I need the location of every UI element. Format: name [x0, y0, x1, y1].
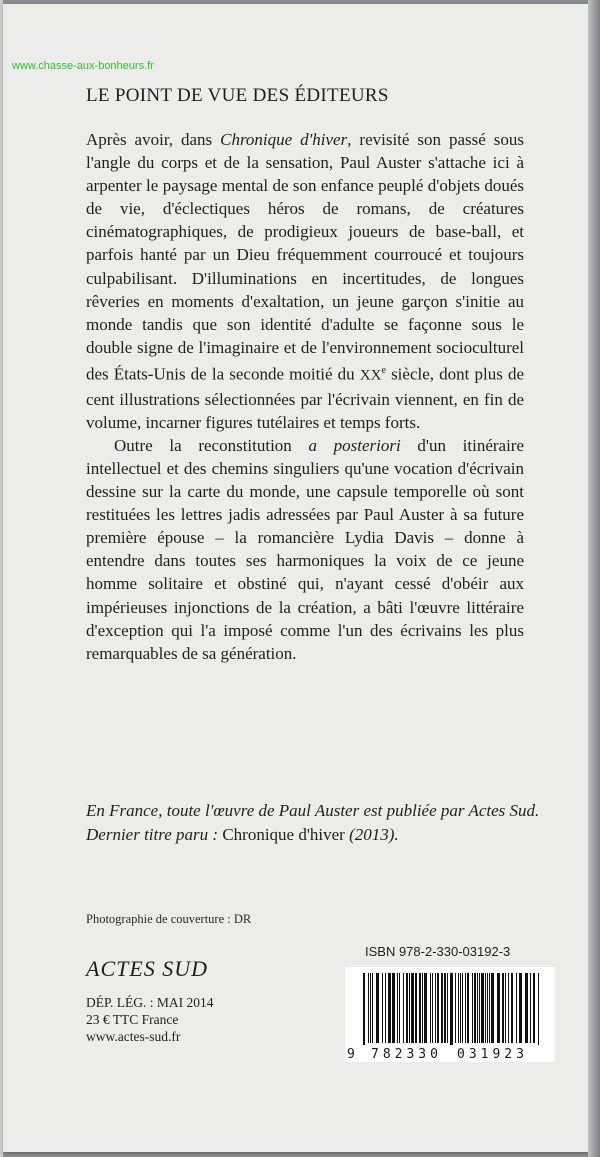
- barcode-bar: [477, 973, 478, 1043]
- publisher-note: En France, toute l'œuvre de Paul Auster est publiée par Actes Sud. Dernier titre paru : Chronique d'hiver (2013).: [86, 801, 540, 844]
- barcode-bar: [399, 973, 400, 1043]
- barcode-bar: [424, 973, 427, 1043]
- barcode-bar: [372, 973, 373, 1043]
- barcode-bar: [479, 973, 480, 1043]
- barcode-bar: [450, 973, 453, 1045]
- barcode-bar: [491, 973, 494, 1043]
- barcode-bar: [485, 973, 486, 1043]
- barcode-bar: [370, 973, 371, 1043]
- barcode-bar: [403, 973, 404, 1043]
- barcode-bar: [505, 973, 506, 1043]
- barcode-bar: [388, 973, 391, 1043]
- barcode-bar: [519, 973, 522, 1043]
- barcode-bar: [455, 973, 456, 1043]
- barcode-bar: [530, 973, 531, 1043]
- isbn-number: ISBN 978-2-330-03192-3: [365, 944, 511, 959]
- barcode-bar: [516, 973, 517, 1043]
- barcode-bar: [437, 973, 439, 1043]
- barcode-bar: [382, 973, 383, 1043]
- barcode-bars: [345, 967, 555, 1045]
- barcode-bar: [430, 973, 431, 1043]
- barcode-bar: [441, 973, 443, 1043]
- cover-right-edge: [588, 0, 600, 1157]
- blurb-paragraph-2: Outre la reconstitution a posteriori d'un itinéraire intellectuel et des chemins singuliers qu'une vocation d'écrivain dessine sur la carte du monde, une capsule temporelle où sont restituées les lettres jadis adressées par Paul Auster à sa future première épouse – la romancière Lydia Davis – donne à entendre dans toutes ses harmoniques la voix de ce jeune homme solitaire et obstiné qui, n'ayant cessé d'obéir aux impérieuses injonctions de la création, a bâti l'œuvre littéraire d'exception qui l'a imposé comme l'un des écrivains les plus remarquables de sa génération.: [86, 435, 524, 663]
- barcode-bar: [462, 973, 463, 1043]
- barcode-bar: [435, 973, 436, 1043]
- barcode-bar: [444, 973, 446, 1043]
- barcode-bar: [538, 973, 539, 1045]
- barcode-bar: [489, 973, 490, 1043]
- barcode-bar: [533, 973, 535, 1043]
- price: 23 € TTC France: [86, 1012, 179, 1027]
- barcode-bar: [497, 973, 500, 1043]
- barcode-bar: [487, 973, 488, 1043]
- barcode-bar: [376, 973, 379, 1043]
- barcode-bar: [465, 973, 466, 1043]
- watermark-link: www.chasse-aux-bonheurs.fr: [12, 60, 154, 72]
- barcode-bar: [363, 973, 365, 1045]
- barcode-bar: [502, 973, 504, 1043]
- publication-info: [86, 994, 214, 1045]
- barcode-bar: [511, 973, 513, 1043]
- barcode-bar: [397, 973, 398, 1043]
- photo-credit: Photographie de couverture : DR: [86, 912, 252, 926]
- barcode-bar: [458, 973, 459, 1043]
- page-title: LE POINT DE VUE DES ÉDITEURS: [86, 85, 389, 106]
- barcode-bar: [406, 973, 408, 1043]
- barcode-bar: [447, 973, 448, 1043]
- barcode-bar: [474, 973, 476, 1043]
- barcode-bar: [368, 973, 369, 1043]
- publisher-website: www.actes-sud.fr: [86, 1029, 181, 1044]
- barcode-bar: [460, 973, 461, 1043]
- barcode-bar: [525, 973, 528, 1043]
- barcode-bar: [432, 973, 433, 1043]
- barcode-bar: [472, 973, 473, 1043]
- barcode-bar: [392, 973, 395, 1043]
- barcode-bar: [411, 973, 414, 1043]
- barcode-bar: [419, 973, 421, 1043]
- barcode-bar: [409, 973, 410, 1043]
- barcode-bar: [481, 973, 484, 1043]
- barcode-bar: [422, 973, 423, 1043]
- barcode-bar: [467, 973, 469, 1043]
- barcode-bar: [385, 973, 386, 1043]
- blurb-text: [86, 128, 524, 665]
- legal-deposit: DÉP. LÉG. : MAI 2014: [86, 995, 214, 1010]
- publisher-logo: ACTES SUD: [86, 956, 209, 981]
- barcode-bar: [508, 973, 509, 1043]
- barcode-bar: [415, 973, 417, 1043]
- blurb-paragraph-1: Après avoir, dans Chronique d'hiver, revisité son passé sous l'angle du corps et de la sensation, Paul Auster s'attache ici à arpenter le paysage mental de son enfance peuplé d'objets doués de vie, d'éclectiques héros de romans, de créatures cinématographiques, de prodigieux joueurs de base-ball, et parfois hanté par un Dieu fréquemment courroucé et toujours culpabilisant. D'illuminations en incertitudes, de longues rêveries en moments d'exaltation, un jeune garçon s'initie au monde tandis que son identité d'adulte se façonne sous le double signe de l'imaginaire et de l'environnement socioculturel des États-Unis de la seconde moitié du XXe siècle, dont plus de cent illustrations sélectionnées par l'écrivain viennent, en fin de volume, incarner figures tutélaires et temps forts.: [86, 130, 524, 432]
